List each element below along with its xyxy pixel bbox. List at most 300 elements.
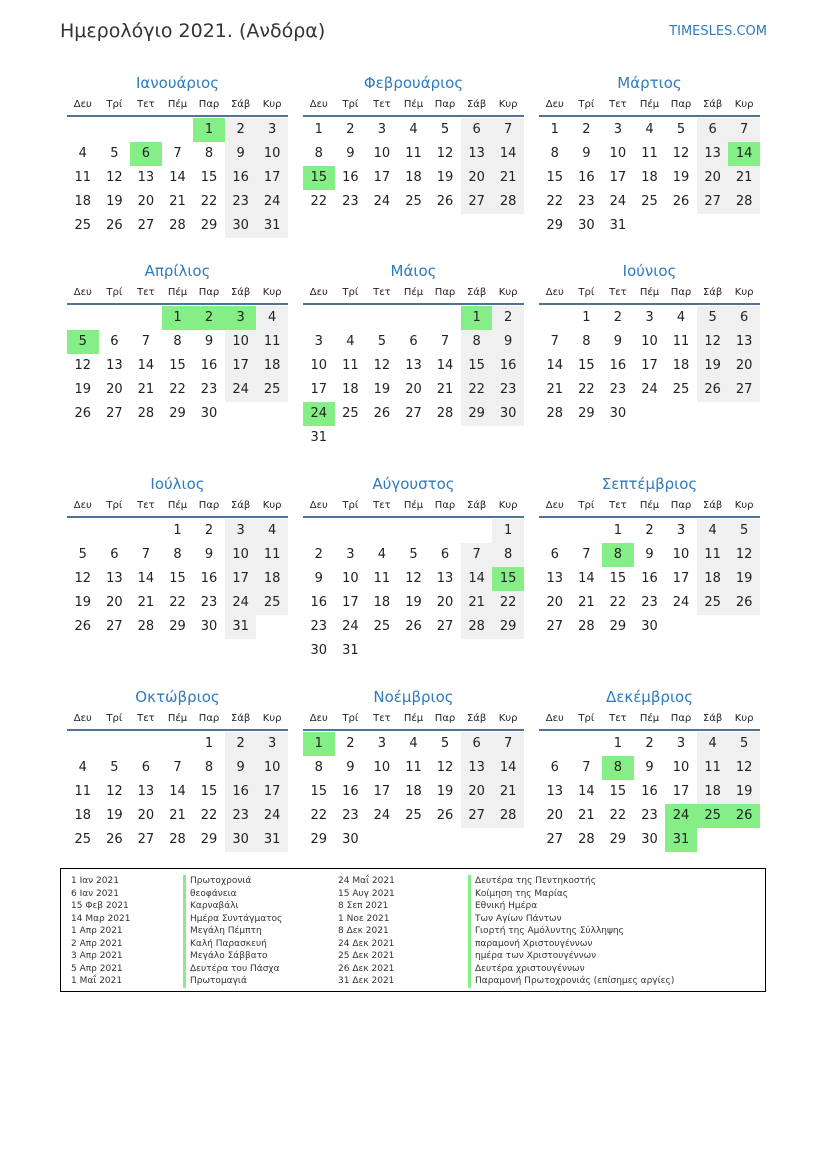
day-cell: 2 [613,310,623,325]
month-block [67,685,288,852]
day-cell: 16 [200,358,218,373]
weekday-label: Σάβ [230,713,251,724]
day-cell: 17 [256,780,288,804]
empty-cell [67,732,99,756]
brand-link[interactable]: TIMESLES.COM [669,24,767,39]
day-cell: 13 [436,571,454,586]
day-cell: 3 [676,736,686,751]
weekday-label: Τετ [609,99,627,110]
weekday-label: Τετ [373,500,391,511]
day-cell: 24 [225,591,257,615]
day-cell: 1 [173,523,182,538]
day-grid [67,731,288,852]
holiday-day-cell: 1 [162,306,194,330]
day-cell: 12 [106,784,123,799]
day-cell: 2 [225,732,257,756]
day-cell: 21 [492,780,524,804]
empty-cell [99,519,131,543]
day-cell: 24 [641,382,658,397]
month-block [303,71,524,214]
day-grid [303,117,524,214]
legend-holiday-name: Πρωτομαγιά [183,975,282,988]
day-cell: 31 [342,643,359,658]
day-cell: 5 [377,334,387,349]
holiday-day-cell: 1 [193,118,225,142]
day-cell: 17 [225,567,257,591]
day-cell: 8 [173,547,182,562]
day-cell: 22 [200,808,218,823]
day-cell: 6 [440,547,450,562]
weekday-label: Παρ [198,500,220,511]
holiday-day-cell: 25 [697,804,729,828]
page-title: Ημερολόγιο 2021. (Ανδόρα) [60,20,326,42]
weekday-label: Πέμ [403,99,424,110]
day-cell: 11 [672,334,690,349]
day-cell: 14 [578,571,595,586]
weekday-label: Δευ [73,99,92,110]
weekday-label: Τρί [106,99,123,110]
day-cell: 12 [672,146,690,161]
weekday-header [539,283,760,305]
weekday-label: Τρί [578,713,595,724]
weekday-label: Τετ [609,713,627,724]
day-cell: 17 [672,571,690,586]
legend-holiday-name: Καλή Παρασκευή [183,938,282,951]
weekday-label: Πέμ [167,713,188,724]
day-cell: 27 [137,832,155,847]
weekday-label: Δευ [545,287,564,298]
weekday-label: Τετ [609,500,627,511]
day-cell: 22 [546,194,564,209]
month-name: Ιούλιος [150,475,205,493]
day-cell: 3 [645,310,654,325]
day-cell: 10 [641,334,658,349]
empty-cell [366,519,398,543]
weekday-label: Σάβ [230,500,251,511]
day-cell: 18 [256,354,288,378]
day-cell: 23 [641,595,658,610]
day-cell: 6 [461,118,493,142]
weekday-label: Παρ [198,713,220,724]
day-cell: 11 [74,170,92,185]
day-cell: 11 [74,784,92,799]
weekday-label: Τετ [137,500,155,511]
day-cell: 28 [546,406,564,421]
day-cell: 2 [582,122,591,137]
day-cell: 8 [173,334,182,349]
empty-cell [67,118,99,142]
weekday-label: Κυρ [734,287,754,298]
day-cell: 6 [461,732,493,756]
day-cell: 6 [110,334,119,349]
day-cell: 26 [106,832,123,847]
day-cell: 8 [204,146,214,161]
legend-date: 3 Απρ 2021 [71,951,123,961]
day-cell: 8 [582,334,591,349]
day-cell: 16 [578,170,595,185]
day-cell: 20 [137,808,155,823]
weekday-label: Παρ [198,287,220,298]
legend-date: 15 Φεβ 2021 [71,901,129,911]
day-cell: 23 [492,378,524,402]
day-cell: 4 [697,732,729,756]
day-cell: 5 [440,122,450,137]
day-cell: 4 [676,310,686,325]
day-cell: 16 [200,571,218,586]
day-cell: 18 [697,567,729,591]
day-cell: 11 [373,571,391,586]
month-block [303,472,524,663]
day-cell: 21 [728,166,760,190]
day-cell: 16 [342,170,359,185]
day-cell: 12 [106,170,123,185]
month-block [67,71,288,238]
day-cell: 6 [550,547,559,562]
day-cell: 25 [697,591,729,615]
day-cell: 15 [169,358,186,373]
day-cell: 26 [405,619,422,634]
day-cell: 1 [613,523,623,538]
day-cell: 24 [609,194,627,209]
empty-cell [398,519,430,543]
empty-cell [366,306,398,330]
month-name: Αύγουστος [372,475,455,493]
day-cell: 1 [204,736,214,751]
day-cell: 15 [200,170,218,185]
day-cell: 5 [110,760,119,775]
legend-date: 8 Δεκ 2021 [338,926,389,936]
day-cell: 15 [200,784,218,799]
day-cell: 30 [609,406,627,421]
day-cell: 30 [200,406,218,421]
day-cell: 29 [310,832,328,847]
day-cell: 21 [169,808,186,823]
day-cell: 17 [256,166,288,190]
holiday-day-cell: 15 [492,567,524,591]
day-cell: 23 [342,194,359,209]
day-cell: 20 [461,166,493,190]
day-cell: 10 [256,142,288,166]
day-cell: 23 [342,808,359,823]
day-cell: 3 [256,732,288,756]
day-cell: 12 [74,358,92,373]
weekday-label: Κυρ [498,500,518,511]
day-cell: 28 [728,190,760,214]
day-cell: 1 [492,519,524,543]
day-cell: 16 [310,595,328,610]
day-cell: 2 [346,122,355,137]
day-cell: 11 [342,358,359,373]
day-cell: 23 [310,619,328,634]
day-cell: 27 [106,406,123,421]
day-cell: 17 [342,595,359,610]
day-cell: 21 [492,166,524,190]
day-cell: 16 [641,784,658,799]
day-cell: 2 [492,306,524,330]
day-cell: 21 [137,595,155,610]
empty-cell [162,118,194,142]
day-cell: 23 [200,382,218,397]
empty-cell [335,306,367,330]
day-cell: 29 [578,406,595,421]
empty-cell [429,306,461,330]
day-grid [303,518,524,663]
day-cell: 6 [110,547,119,562]
day-cell: 30 [641,832,658,847]
day-cell: 18 [373,595,391,610]
day-cell: 5 [78,547,87,562]
day-cell: 19 [728,780,760,804]
day-cell: 11 [256,330,288,354]
day-cell: 24 [373,808,391,823]
day-cell: 13 [546,784,564,799]
legend-holiday-name: Εθνική Ημέρα [468,900,674,913]
day-cell: 18 [256,567,288,591]
day-cell: 20 [405,382,422,397]
day-cell: 18 [641,170,658,185]
day-cell: 27 [405,406,422,421]
day-cell: 28 [436,406,454,421]
legend-names-col-1 [183,875,282,988]
month-name: Απρίλιος [144,262,211,280]
day-cell: 26 [697,378,729,402]
legend-date: 1 Απρ 2021 [71,926,123,936]
day-cell: 21 [169,194,186,209]
empty-cell [539,519,571,543]
day-cell: 9 [225,142,257,166]
month-name: Σεπτέμβριος [601,475,698,493]
day-cell: 3 [256,118,288,142]
day-cell: 22 [169,595,186,610]
day-cell: 12 [405,571,422,586]
day-cell: 11 [405,760,422,775]
day-cell: 2 [225,118,257,142]
day-cell: 1 [314,122,323,137]
day-cell: 8 [314,146,323,161]
weekday-label: Παρ [434,713,456,724]
day-cell: 13 [461,142,493,166]
day-cell: 24 [256,804,288,828]
day-grid [67,518,288,639]
day-cell: 2 [645,523,654,538]
day-cell: 1 [582,310,591,325]
day-cell: 14 [169,784,186,799]
day-cell: 9 [645,760,654,775]
day-cell: 19 [697,354,729,378]
day-cell: 16 [342,784,359,799]
day-cell: 14 [578,784,595,799]
weekday-header [67,95,288,117]
day-cell: 7 [492,118,524,142]
day-cell: 16 [609,358,627,373]
day-cell: 14 [436,358,454,373]
weekday-label: Κυρ [734,713,754,724]
day-cell: 25 [373,619,391,634]
weekday-label: Κυρ [498,713,518,724]
empty-cell [335,519,367,543]
day-cell: 31 [609,218,627,233]
empty-cell [429,519,461,543]
empty-cell [571,732,603,756]
weekday-label: Τετ [137,99,155,110]
day-cell: 7 [728,118,760,142]
day-cell: 30 [641,619,658,634]
day-cell: 10 [373,146,391,161]
weekday-label: Τρί [578,287,595,298]
day-cell: 9 [204,547,214,562]
legend-date: 6 Ιαν 2021 [71,888,119,899]
weekday-label: Πέμ [403,500,424,511]
legend-date: 1 Ιαν 2021 [71,876,119,886]
empty-cell [539,732,571,756]
day-cell: 10 [672,760,690,775]
weekday-header [67,283,288,305]
day-cell: 27 [436,619,454,634]
weekday-label: Δευ [309,500,328,511]
weekday-label: Παρ [198,99,220,110]
legend-date: 31 Δεκ 2021 [338,976,395,986]
day-cell: 22 [169,382,186,397]
day-grid [539,518,760,639]
legend-holiday-name: Παραμονή Πρωτοχρονιάς (επίσημες αργίες) [468,975,674,988]
weekday-label: Σάβ [702,713,723,724]
holiday-day-cell: 15 [303,166,335,190]
day-cell: 6 [550,760,559,775]
day-cell: 26 [106,218,123,233]
weekday-label: Πέμ [639,99,660,110]
day-cell: 23 [578,194,595,209]
empty-cell [99,118,131,142]
weekday-label: Κυρ [498,99,518,110]
legend-holiday-name: Μεγάλη Πέμπτη [183,925,282,938]
day-cell: 10 [609,146,627,161]
day-cell: 22 [609,595,627,610]
day-cell: 8 [204,760,214,775]
day-cell: 19 [672,170,690,185]
weekday-label: Σάβ [466,713,487,724]
day-cell: 21 [461,591,493,615]
weekday-header [539,95,760,117]
day-cell: 18 [74,194,92,209]
weekday-label: Σάβ [230,99,251,110]
day-cell: 28 [169,832,186,847]
weekday-label: Τετ [137,287,155,298]
day-cell: 12 [373,358,391,373]
day-cell: 18 [74,808,92,823]
legend-date: 14 Μαρ 2021 [71,913,131,924]
weekday-label: Πέμ [639,287,660,298]
legend-holiday-name: ημέρα των Χριστουγέννων [468,950,674,963]
weekday-label: Πέμ [403,713,424,724]
empty-cell [99,306,131,330]
weekday-label: Κυρ [498,287,518,298]
holiday-day-cell: 3 [225,306,257,330]
day-cell: 7 [440,334,450,349]
holiday-day-cell: 24 [665,804,697,828]
weekday-label: Δευ [309,713,328,724]
day-cell: 31 [256,214,288,238]
legend-date: 5 Απρ 2021 [71,963,123,974]
weekday-label: Σάβ [702,99,723,110]
holiday-day-cell: 8 [602,756,634,780]
day-cell: 3 [613,122,623,137]
day-cell: 15 [310,784,328,799]
day-cell: 7 [550,334,559,349]
day-cell: 30 [578,218,595,233]
legend-holiday-name: Δευτέρα χριστουγέννων [468,963,674,976]
day-cell: 14 [492,142,524,166]
day-cell: 17 [373,784,391,799]
day-cell: 19 [106,194,123,209]
day-cell: 3 [377,122,387,137]
day-cell: 26 [436,808,454,823]
month-block [67,259,288,426]
weekday-label: Σάβ [466,287,487,298]
day-cell: 14 [546,358,564,373]
legend-dates-col-2 [338,875,395,988]
day-cell: 25 [256,591,288,615]
day-cell: 23 [609,382,627,397]
holiday-legend [60,868,766,992]
day-cell: 21 [546,382,564,397]
weekday-label: Παρ [670,287,692,298]
weekday-label: Τρί [106,500,123,511]
weekday-label: Τετ [373,713,391,724]
month-name: Δεκέμβριος [605,688,693,706]
day-grid [303,305,524,450]
day-cell: 18 [405,784,422,799]
day-cell: 19 [436,784,454,799]
weekday-label: Τετ [609,287,627,298]
day-cell: 24 [373,194,391,209]
month-block [67,472,288,639]
day-cell: 10 [342,571,359,586]
legend-date: 24 Δεκ 2021 [338,938,395,949]
day-cell: 16 [641,571,658,586]
day-cell: 11 [697,756,729,780]
day-cell: 20 [546,808,564,823]
weekday-label: Κυρ [734,500,754,511]
day-cell: 20 [546,595,564,610]
weekday-label: Δευ [545,500,564,511]
day-cell: 12 [436,146,454,161]
day-cell: 18 [697,780,729,804]
day-cell: 26 [74,406,92,421]
day-cell: 7 [173,146,182,161]
day-cell: 29 [492,615,524,639]
day-cell: 8 [314,760,323,775]
day-cell: 20 [728,354,760,378]
day-grid [67,117,288,238]
day-cell: 27 [461,804,493,828]
day-cell: 23 [200,595,218,610]
weekday-label: Τρί [106,713,123,724]
legend-holiday-name: Δευτέρα του Πάσχα [183,963,282,976]
month-name: Μάρτιος [617,74,682,92]
day-cell: 5 [409,547,418,562]
day-cell: 28 [578,619,595,634]
day-cell: 29 [546,218,564,233]
legend-date: 8 Σεπ 2021 [338,901,389,911]
weekday-label: Τετ [137,713,155,724]
empty-cell [162,732,194,756]
day-cell: 4 [78,760,87,775]
month-block [539,71,760,238]
day-cell: 16 [225,780,257,804]
day-cell: 29 [609,832,627,847]
holiday-day-cell: 5 [67,330,99,354]
day-cell: 15 [546,170,564,185]
